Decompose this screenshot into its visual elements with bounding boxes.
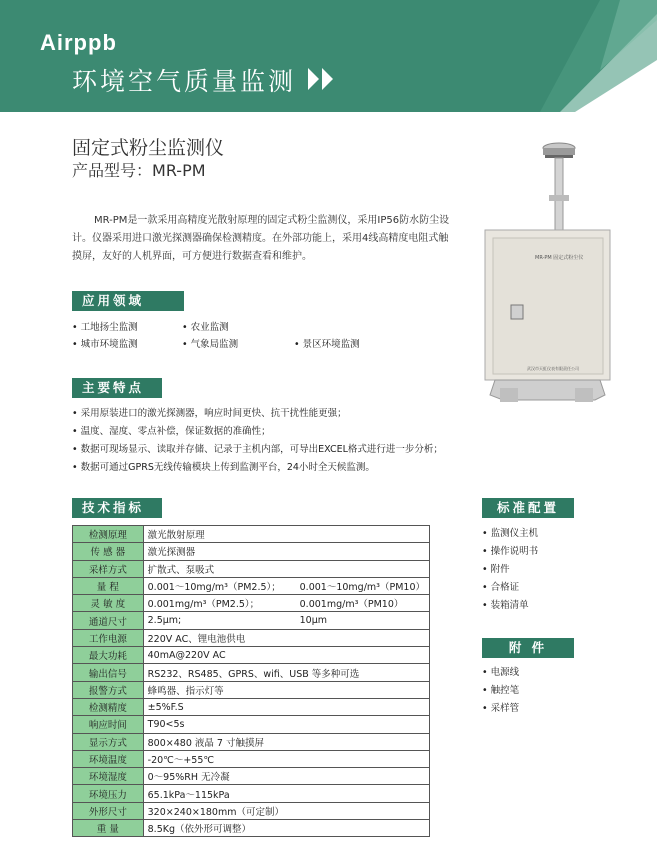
double-arrow-icon xyxy=(308,68,338,90)
table-row xyxy=(73,629,430,646)
standard-config-heading: 标准配置 xyxy=(482,498,574,518)
spec-key: 环境湿度 xyxy=(73,768,144,785)
table-row xyxy=(73,785,430,802)
spec-key: 灵 敏 度 xyxy=(73,595,144,612)
spec-key: 响应时间 xyxy=(73,716,144,733)
table-row xyxy=(73,560,430,577)
specs-table xyxy=(72,525,430,837)
list-item: • 监测仪主机 xyxy=(482,525,538,543)
spec-key: 重 量 xyxy=(73,820,144,837)
spec-value: 220V AC、锂电池供电 xyxy=(143,629,429,646)
model-value: MR-PM xyxy=(152,161,206,180)
spec-key: 工作电源 xyxy=(73,629,144,646)
list-item: • 电源线 xyxy=(482,664,519,682)
table-row xyxy=(73,543,430,560)
standard-config-list xyxy=(482,525,538,615)
spec-key: 环境温度 xyxy=(73,750,144,767)
model-label: 产品型号： xyxy=(72,161,153,180)
spec-key: 显示方式 xyxy=(73,733,144,750)
list-item: • 数据可通过GPRS无线传输模块上传到监测平台，24小时全天候监测。 xyxy=(72,459,492,477)
spec-value: RS232、RS485、GPRS、wifi、USB 等多种可选 xyxy=(143,664,429,681)
spec-key: 报警方式 xyxy=(73,681,144,698)
spec-key: 最大功耗 xyxy=(73,647,144,664)
spec-key: 采样方式 xyxy=(73,560,144,577)
list-item: • 附件 xyxy=(482,561,538,579)
spec-value xyxy=(143,577,429,594)
spec-value-a: 0.001mg/m³（PM2.5）； xyxy=(147,599,260,611)
header-banner xyxy=(0,0,657,112)
table-row xyxy=(73,802,430,819)
product-title: 固定式粉尘监测仪 xyxy=(72,137,225,159)
table-row xyxy=(73,647,430,664)
device-maker: 武汉市天虹仪表有限责任公司 xyxy=(527,366,579,371)
applications-heading: 应用领域 xyxy=(72,291,184,311)
table-row xyxy=(73,698,430,715)
list-item: • 气象局监测 xyxy=(182,336,238,354)
table-row xyxy=(73,768,430,785)
list-item: • 触控笔 xyxy=(482,682,519,700)
product-model xyxy=(72,158,206,181)
list-item: • 操作说明书 xyxy=(482,543,538,561)
list-item: • 工地扬尘监测 xyxy=(72,319,138,337)
spec-key: 输出信号 xyxy=(73,664,144,681)
list-item: • 合格证 xyxy=(482,579,538,597)
spec-value: T90<5s xyxy=(143,716,429,733)
table-row xyxy=(73,664,430,681)
list-item: • 城市环境监测 xyxy=(72,336,138,354)
spec-key: 量 程 xyxy=(73,577,144,594)
list-item: • 景区环境监测 xyxy=(294,336,360,354)
spec-value-b: 0.001～10mg/m³（PM10） xyxy=(299,582,425,594)
spec-value: 蜂鸣器、指示灯等 xyxy=(143,681,429,698)
table-row xyxy=(73,526,430,543)
table-row xyxy=(73,733,430,750)
spec-value: 800×480 液晶 7 寸触摸屏 xyxy=(143,733,429,750)
table-row xyxy=(73,577,430,594)
spec-value-a: 2.5μm; xyxy=(147,615,182,627)
table-row xyxy=(73,612,430,629)
device-panel-label: MR-PM 固定式粉尘仪 xyxy=(535,255,584,261)
accessories-list xyxy=(482,664,519,718)
spec-value: 40mA@220V AC xyxy=(143,647,429,664)
spec-value: ±5%F.S xyxy=(143,698,429,715)
spec-value xyxy=(143,612,429,629)
spec-value-b: 0.001mg/m³（PM10） xyxy=(299,599,404,611)
spec-key: 外形尺寸 xyxy=(73,802,144,819)
brand-name: Airppb xyxy=(40,30,117,55)
table-row xyxy=(73,750,430,767)
spec-value: 激光探测器 xyxy=(143,543,429,560)
list-item: • 温度、湿度、零点补偿，保证数据的准确性； xyxy=(72,423,492,441)
list-item: • 农业监测 xyxy=(182,319,229,337)
spec-key: 检测原理 xyxy=(73,526,144,543)
table-row xyxy=(73,595,430,612)
spec-value: 0～95%RH 无冷凝 xyxy=(143,768,429,785)
spec-value xyxy=(143,595,429,612)
list-item: • 采用原装进口的激光探测器，响应时间更快、抗干扰性能更强； xyxy=(72,405,492,423)
table-row xyxy=(73,681,430,698)
table-row xyxy=(73,820,430,837)
list-item: • 数据可现场显示、读取并存储、记录于主机内部，可导出EXCEL格式进行进一步分析； xyxy=(72,441,492,459)
list-item: • 采样管 xyxy=(482,700,519,718)
spec-key: 检测精度 xyxy=(73,698,144,715)
spec-value: 扩散式、泵吸式 xyxy=(143,560,429,577)
spec-value-b: 10μm xyxy=(299,615,328,627)
accessories-heading: 附 件 xyxy=(482,638,574,658)
spec-value: 激光散射原理 xyxy=(143,526,429,543)
spec-key: 传 感 器 xyxy=(73,543,144,560)
spec-value: -20℃～+55℃ xyxy=(143,750,429,767)
banner-subtitle: 环境空气质量监测 xyxy=(72,67,297,96)
spec-key: 通道尺寸 xyxy=(73,612,144,629)
features-list xyxy=(72,405,492,477)
product-description: MR-PM是一款采用高精度光散射原理的固定式粉尘监测仪，采用IP56防水防尘设计。仪器采用进口激光探测器确保检测精度。在外部功能上，采用4线高精度电阻式触摸屏，友好的人机界面，可方便进行数据查看和维护。 xyxy=(72,215,450,262)
features-heading: 主要特点 xyxy=(72,378,162,398)
spec-value: 320×240×180mm（可定制） xyxy=(143,802,429,819)
list-item: • 装箱清单 xyxy=(482,597,538,615)
device-image xyxy=(455,140,625,410)
spec-value: 8.5Kg（依外形可调整） xyxy=(143,820,429,837)
specs-heading: 技术指标 xyxy=(72,498,162,518)
spec-key: 环境压力 xyxy=(73,785,144,802)
table-row xyxy=(73,716,430,733)
spec-value-a: 0.001～10mg/m³（PM2.5）； xyxy=(147,582,281,594)
spec-value: 65.1kPa～115kPa xyxy=(143,785,429,802)
